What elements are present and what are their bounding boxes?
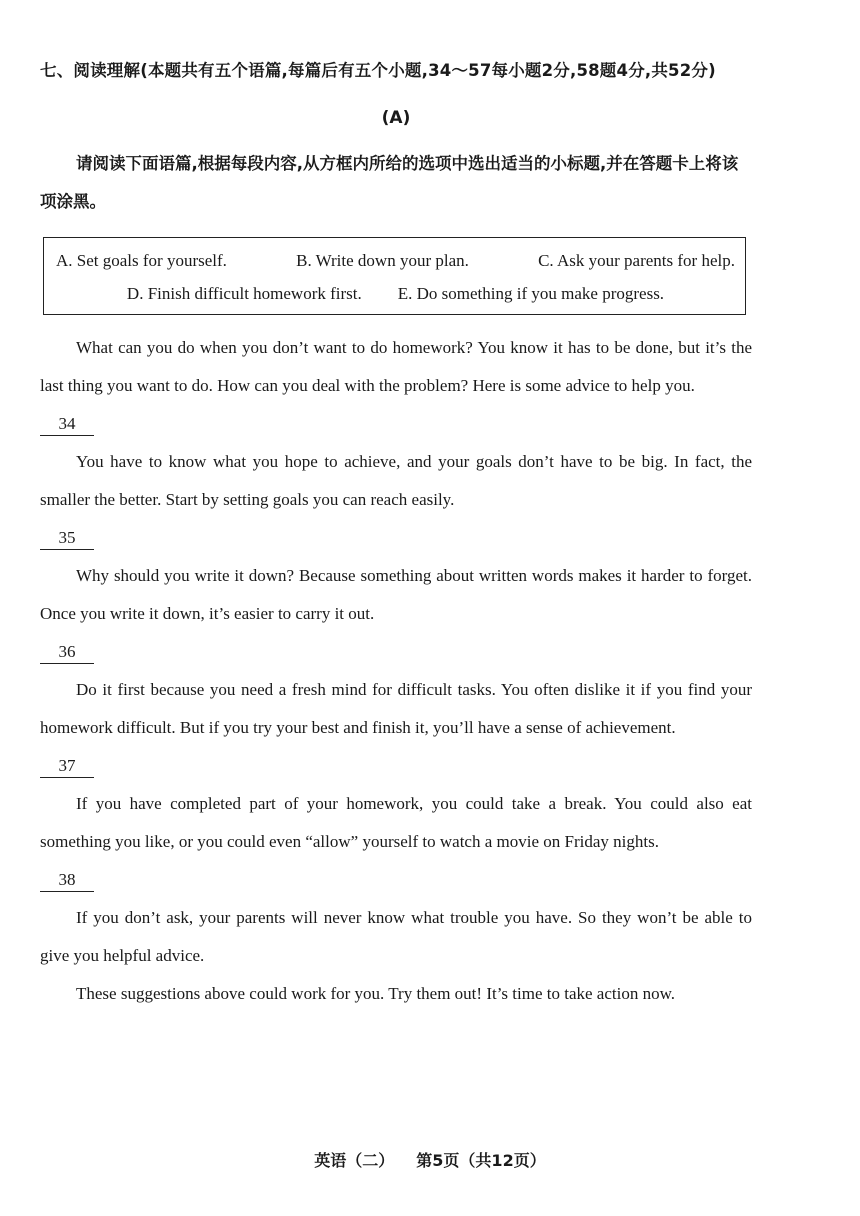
- footer-subject: 英语（二）: [314, 1151, 395, 1170]
- blank-34: [40, 405, 752, 443]
- options-row-1: [56, 244, 735, 277]
- paragraph-36: Do it first because you need a fresh mind for difficult tasks. You often dislike it if you find your homework difficult. But if you try your best and finish it, you’ll have a sense of achievement.: [40, 680, 752, 737]
- blank-number: 37: [40, 755, 94, 778]
- instruction-text: 请阅读下面语篇,根据每段内容,从方框内所给的选项中选出适当的小标题,并在答题卡上将该项涂黑。: [40, 154, 739, 211]
- blank-number: 34: [40, 413, 94, 436]
- option-c: C. Ask your parents for help.: [538, 251, 735, 270]
- option-d: D. Finish difficult homework first.: [126, 284, 362, 303]
- blank-38: [40, 861, 752, 899]
- options-row-2: [56, 277, 735, 310]
- paragraph-37: If you have completed part of your homework, you could take a break. You could also eat something you like, or you could even “allow” yourself to watch a movie on Friday nights.: [40, 794, 752, 851]
- option-b: B. Write down your plan.: [296, 251, 469, 270]
- exam-page: [40, 52, 752, 1013]
- footer-page-number: 第5页（共12页）: [416, 1151, 546, 1170]
- paragraph-35: Why should you write it down? Because something about written words makes it harder to forget. Once you write it down, it’s easier to carry it out.: [40, 566, 752, 623]
- paragraph-38: If you don’t ask, your parents will never know what trouble you have. So they won’t be able to give you helpful advice.: [40, 908, 752, 965]
- intro-paragraph: What can you do when you don’t want to do homework? You know it has to be done, but it’s the last thing you want to do. How can you deal with the problem? Here is some advice to help you.: [40, 338, 752, 395]
- options-box: [43, 237, 746, 315]
- section-heading: 七、阅读理解(本题共有五个语篇,每篇后有五个小题,34～57每小题2分,58题4分,共52分): [40, 61, 716, 80]
- blank-number: 38: [40, 869, 94, 892]
- option-e: E. Do something if you make progress.: [397, 284, 665, 303]
- closing-paragraph: These suggestions above could work for you. Try them out! It’s time to take action now.: [76, 984, 676, 1003]
- option-a: A. Set goals for yourself.: [56, 251, 227, 270]
- blank-35: [40, 519, 752, 557]
- blank-36: [40, 633, 752, 671]
- blank-37: [40, 747, 752, 785]
- blank-number: 35: [40, 527, 94, 550]
- paragraph-34: You have to know what you hope to achieve, and your goals don’t have to be big. In fact, the smaller the better. Start by setting goals you can reach easily.: [40, 452, 752, 509]
- blank-number: 36: [40, 641, 94, 664]
- passage-label: (A): [381, 108, 411, 128]
- page-footer: [0, 1148, 860, 1171]
